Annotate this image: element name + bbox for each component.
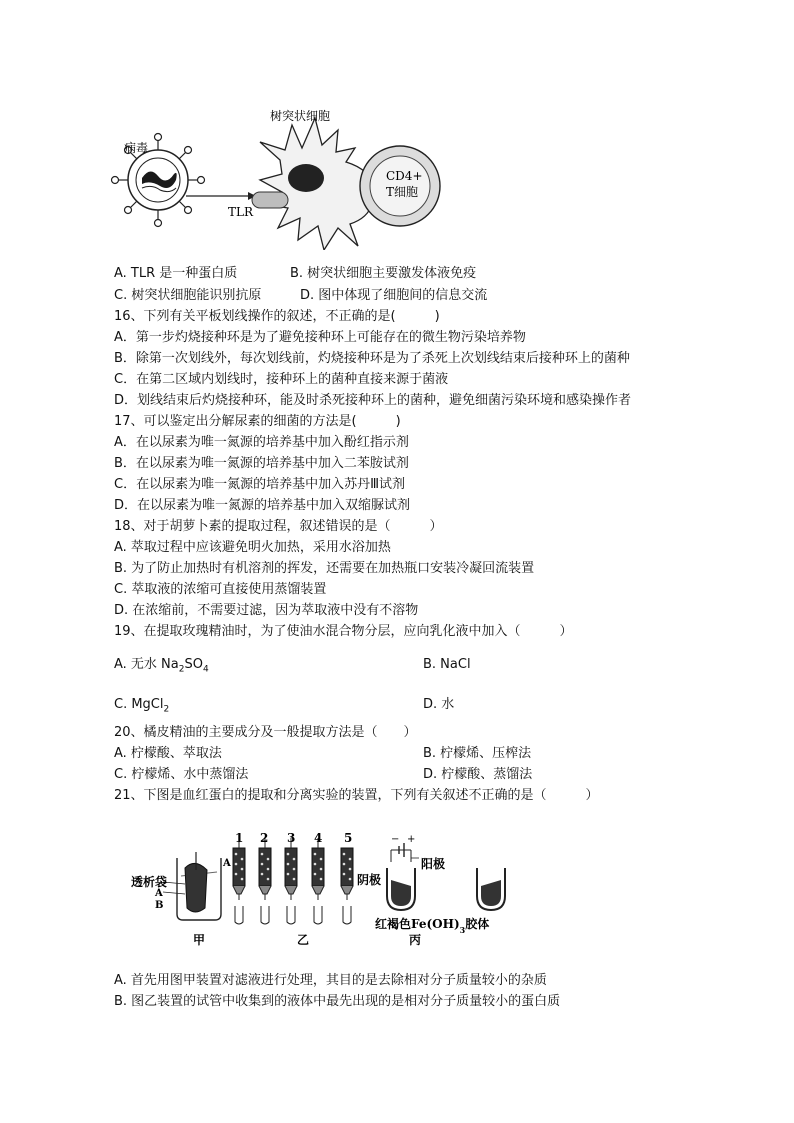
virus-label: 病毒	[124, 141, 149, 155]
q18-option-b[interactable]: B. 为了防止加热时有机溶剂的挥发，还需要在加热瓶口安装冷凝回流装置	[114, 561, 535, 576]
q17-stem: 17、可以鉴定出分解尿素的细菌的方法是( )	[114, 414, 401, 429]
q16-stem: 16、下列有关平板划线操作的叙述，不正确的是( )	[114, 309, 440, 324]
q16-option-b[interactable]: B．除第一次划线外，每次划线前，灼烧接种环是为了杀死上次划线结束后接种环上的菌种	[114, 351, 630, 366]
q19-option-c[interactable]: C. MgCl$_2$	[114, 697, 170, 715]
q16-option-c[interactable]: C．在第二区域内划线时，接种环上的菌种直接来源于菌液	[114, 372, 449, 387]
q19-option-d[interactable]: D. 水	[423, 697, 455, 712]
hemoglobin-figure	[125, 828, 525, 950]
cd4-label-line2: T细胞	[386, 185, 419, 199]
q20-option-d[interactable]: D. 柠檬酸、蒸馏法	[423, 767, 533, 782]
tlr-label: TLR	[228, 205, 254, 219]
q17-option-a[interactable]: A．在以尿素为唯一氮源的培养基中加入酚红指示剂	[114, 435, 409, 450]
q18-stem: 18、对于胡萝卜素的提取过程，叙述错误的是（ ）	[114, 519, 443, 534]
tube-number-1: 1	[235, 831, 244, 845]
q21-stem: 21、下图是血红蛋白的提取和分离实验的装置，下列有关叙述不正确的是（ ）	[114, 788, 599, 803]
q15-option-a[interactable]: A. TLR 是一种蛋白质	[114, 266, 238, 281]
tube-number-2: 2	[260, 831, 269, 845]
arrow	[186, 192, 256, 200]
tube-number-3: 3	[287, 831, 296, 845]
q18-option-a[interactable]: A. 萃取过程中应该避免明火加热，采用水浴加热	[114, 540, 391, 555]
gel-column	[312, 838, 324, 924]
q20-option-b[interactable]: B. 柠檬烯、压榨法	[423, 746, 532, 761]
plus-sign: +	[407, 834, 416, 845]
label-a: A	[155, 888, 163, 899]
label-b: B	[155, 900, 164, 911]
caption-jia: 甲	[193, 933, 206, 947]
q17-option-d[interactable]: D．在以尿素为唯一氮源的培养基中加入双缩脲试剂	[114, 498, 411, 513]
tube-number-4: 4	[314, 831, 323, 845]
u-tube-apparatus	[387, 843, 505, 910]
nucleus	[288, 164, 324, 192]
tube-number-5: 5	[344, 831, 353, 845]
q16-option-d[interactable]: D．划线结束后灼烧接种环，能及时杀死接种环上的菌种，避免细菌污染环境和感染操作者	[114, 393, 632, 408]
q18-option-d[interactable]: D. 在浓缩前，不需要过滤，因为萃取液中没有不溶物	[114, 603, 419, 618]
q17-option-b[interactable]: B．在以尿素为唯一氮源的培养基中加入二苯胺试剂	[114, 456, 409, 471]
q15-row1	[114, 266, 237, 282]
caption-yi: 乙	[297, 933, 310, 947]
q17-option-c[interactable]: C．在以尿素为唯一氮源的培养基中加入苏丹Ⅲ试剂	[114, 477, 406, 492]
cathode-label: 阴极	[357, 873, 382, 887]
cd4-label-line1: CD4+	[386, 169, 423, 183]
gel-column	[259, 838, 271, 924]
minus-sign: −	[391, 834, 400, 845]
q20-stem: 20、橘皮精油的主要成分及一般提取方法是（ ）	[114, 725, 417, 740]
anode-label: 阳极	[421, 857, 446, 871]
q21-option-b[interactable]: B. 图乙装置的试管中收集到的液体中最先出现的是相对分子质量较小的蛋白质	[114, 994, 561, 1009]
q15-option-c[interactable]: C. 树突状细胞能识别抗原	[114, 288, 262, 303]
immune-figure	[110, 100, 450, 250]
caption-bing: 丙	[409, 933, 422, 947]
gel-columns	[233, 838, 353, 924]
dialysis-apparatus	[163, 852, 221, 920]
gel-column	[285, 838, 297, 924]
q19-option-b[interactable]: B. NaCl	[423, 657, 471, 672]
q16-option-a[interactable]: A．第一步灼烧接种环是为了避免接种环上可能存在的微生物污染培养物	[114, 330, 526, 345]
dialysis-bag-label: 透析袋	[131, 875, 168, 889]
colloid-label: 红褐色$Fe(OH)_3$胶体	[375, 917, 490, 935]
q19-option-a[interactable]: A. 无水 $Na_2SO_4$	[114, 657, 209, 675]
gel-column	[341, 848, 353, 924]
q18-option-c[interactable]: C. 萃取液的浓缩可直接使用蒸馏装置	[114, 582, 327, 597]
q21-option-a[interactable]: A. 首先用图甲装置对滤液进行处理，其目的是去除相对分子质量较小的杂质	[114, 973, 547, 988]
tlr-receptor	[252, 192, 288, 208]
column-label-a: A	[223, 858, 231, 869]
dendritic-cell-label: 树突状细胞	[270, 109, 331, 123]
q19-stem: 19、在提取玫瑰精油时，为了使油水混合物分层，应向乳化液中加入（ ）	[114, 624, 573, 639]
q15-option-d[interactable]: D. 图中体现了细胞间的信息交流	[300, 288, 488, 303]
q15-option-b[interactable]: B. 树突状细胞主要激发体液免疫	[290, 266, 477, 281]
q20-option-c[interactable]: C. 柠檬烯、水中蒸馏法	[114, 767, 249, 782]
q20-option-a[interactable]: A. 柠檬酸、萃取法	[114, 746, 222, 761]
gel-column	[233, 838, 245, 924]
